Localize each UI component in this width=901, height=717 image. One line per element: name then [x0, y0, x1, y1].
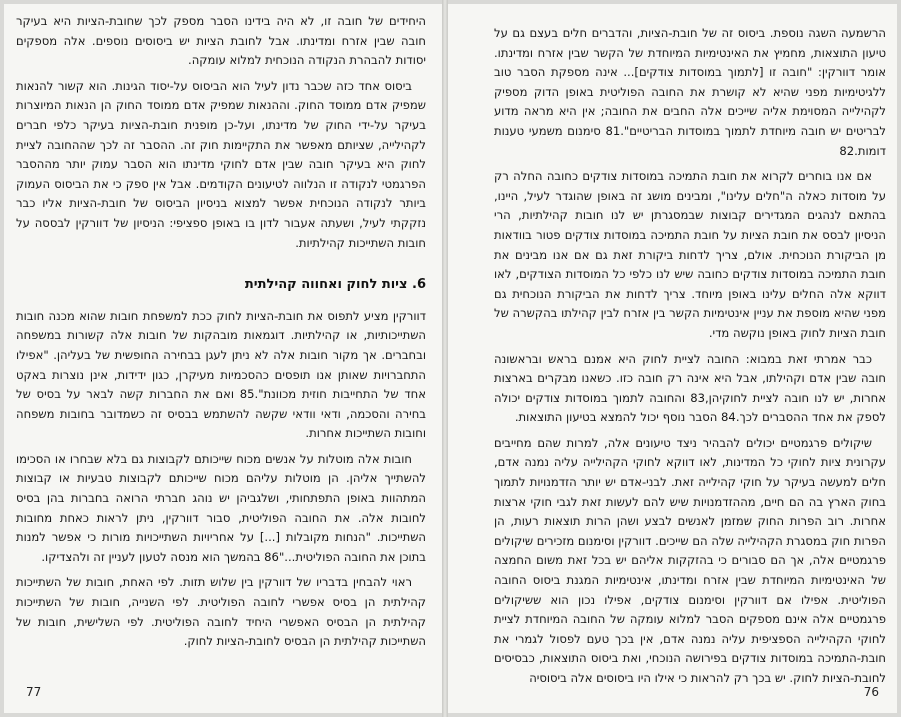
left-paragraph: חובות אלה מוטלות על אנשים מכוח שייכותם לקבוצות גם בלא שבחרו או הסכימו להשתייך אליהן. הן מוטלות עליהם מכוח שייכותם לקבוצות טבעיות או קבוצות המתהוות באופן התפתחותי, ושלגביהן יש נוהג חברתי הרואה בחברות בהן בסיס לחובות אלה. את החובה הפוליטית, סבור דוורקין, ניתן לראות כאחת מחובות השתייכות. "הנחות מקובלות [...] על אחריויות השתייכויות מורות כי אפשר למנות בתוכן את החובה הפוליטית..."86 בהמשך הוא מנסה לטעון לעניין זה ולהצדיקו.	[16, 451, 426, 564]
section-heading: 6. ציות לחוק ואחווה קהילתית	[244, 277, 426, 293]
left-paragraph: היחידים של חובה זו, לא היה בידינו הסבר מספק לכך שחובת-הציות היא בעיקר חובה שבין אזרח ומדינתו. אבל לחובת הציות יש ביסוסים נוספים. אלה מספקים יסודות להבהרת הנקודה הנוכחית למלוא עומקה.	[16, 14, 426, 68]
left-page-text	[16, 12, 426, 658]
left-paragraph: דוורקין מציע לתפוס את חובת-הציות לחוק ככת למשפחת חובות שהוא מכנה חובות השתייכותיות, או קהילתיות. דוגמאות מובהקות של חובות אלה קשורות במשפחה ובחברים. אך מקור חובות אלה לא ניתן לעגן בבחירה החופשית של בעליהן. "אפילו התחברויות שאותן אנו תופסים כהסכמיות מעיקרן, כגון ידידות, אינן נוצרות באקט אחד של התחייבות חוזית מכוונת".85 ואם את החברות קשה לבאר על בסיס של בחירה והסכמה, ודאי וודאי שקשה להשתמש בבסיס זה כשמדובר בחובות משפחה וחובות השתייכות אחרות.	[16, 308, 426, 441]
right-paragraph: כבר אמרתי זאת במבוא: החובה לציית לחוק היא אמנם בראש ובראשונה חובה שבין אדם וקהילתו, אבל היא אינה רק חובה כזו. כשאנו מבקרים בארצות אחרות, יש לנו חובה לציית לחוקיהן,83 והחובה לתמוך במוסדות צודקים יכולה לספק את אחד ההסברים לכך.84 הסבר נוסף יכול להמצא בטיעון התוצאות.	[494, 351, 886, 425]
left-paragraph: ביסוס אחד כזה שכבר נדון לעיל הוא הביסוס על-יסוד הגינות. הוא קשור להנאות שמפיק אדם ממוסד החוק. וההנאות שמפיק אדם ממוסד החוק הן הנאות המיוצרות בעיקר על-ידי החוק של מדינתו, ועל-כן מופנית חובת-הציות בעיקר כלפי חברים לקהילייה, שציותם מאפשר את התקיימות חוק זה. ההסבר זה לכך שההחובה לציית לחוק היא בעיקר חובה שבין אדם לחוקי מדינתו הוא הסבר עמוק יותר מההסבר הפרגמטי לנקודה זו הנלווה לטיעונים הקודמים. אבל אין ספק כי את הביסוס העמוק ביותר לנקודה הנוכחית אפשר למצוא בניסיון הביסוס של חובת-הציות אליו כבר נזקקתי לעיל, ושעתה אעבור לדון בו באופן ספציפי: הניסיון של דוורקין לבססה על חובות השתייכות קהילתיות.	[16, 78, 426, 250]
right-page-number: 76	[863, 685, 879, 699]
left-page	[4, 4, 443, 713]
right-paragraph: שיקולים פרגמטיים יכולים להבהיר ניצד טיעונים אלה, למרות שהם מחייבים עקרונית ציות לחוקי כל המדינות, לאו דווקא לחוקי הקהילייה עליה נמנה אדם, חלים למעשה בעיקר על חוקי קהילייה זאת. לבני-אדם יש יותר הזדמנויות לתמוך בחוק הארץ בה הם חיים, מההזדמנויות שיש להם לעשות זאת לגבי חוקי ארצות אחרות. רוב הפרות החוק שמזמן לאנשים לבצע ושהן הרות תוצאות רעות, הן הפרות חוק במסגרת הקהילייה שלה הם שייכים. דוורקין וסימנום מזכירים שיקולים פרגמטיים אלה, אך הם סבורים כי בהזקקות אליהם יש בכל זאת משום החמצה של האינטימיות המיוחדת שבין אזרח ומדינתו, אינטימיות המגנת ביסוס החובה הפוליטית. אפילו אם דוורקין וסימנום צודקים, אפילו נכון הוא ששיקולים פרגמטיים אלה אינם מספקים הסבר למלוא עומקה של החובה המיוחדת לציית לחוקי הקהילייה הספציפית עליה נמנה אדם, אין בכך טעם לפסול לגמרי את חובת-התמיכה במוסדות צודקים בפירושה הנוכחי, ואת ביסוס התוצאות, כבסיסים לחובת-הציות לחוק. יש בכך רק להראות כי אילו היו ביסוסים אלה ביסוסיה	[494, 435, 886, 685]
right-paragraph: אם אנו בוחרים לקרוא את חובת התמיכה במוסדות צודקים כחובה החלה רק על מוסדות כאלה ה"חלים עלינו", ומבינים מושג זה באופן שהוגדר לעיל, היינו, בהתאם לנהגים המגדירים קבוצות שבמסגרתן יש לנו חובות קהילתיות, הרי הניסיון לבסס את חובת הציות על חובת התמיכה במוסדות צודקים פטור בוודאות מן הביקורת הנוכחית. אולם, צריך לדחות ביקורת זאת גם אם אנו מבינים את חובת התמיכה במוסדות צודקים כחובה שיש לנו כלפי כל המוסדות הצודקים, לאו דווקא אלה החלים עלינו באופן מיוחד. צריך לדחות את הביקורת הנוכחית גם מפני שהיא מוספת את עניין אינטימיות הקשר בין אזרח לבין קהילתו בהקשרה של חובת הציות לחוק באופן נוקשה מדי.	[494, 169, 886, 340]
right-page	[447, 4, 897, 713]
left-page-number: 77	[26, 685, 42, 699]
left-paragraph: ראוי להבחין בדבריו של דוורקין בין שלוש תזות. לפי האחת, חובות של השתייכות קהילתית הן בסיס אפשרי לחובה הפוליטית. לפי השנייה, חובות של השתייכות קהילתית הן הבסיס האפשרי היחיד לחובה הפוליטית. לפי השלישית, חובות של השתייכות קהילתית הן הבסיס לחובת-הציות לחוק.	[16, 575, 426, 649]
right-page-text	[494, 24, 886, 695]
right-paragraph: הרשמעה השגה נוספת. ביסוס זה של חובת-הציות, והדברים חלים בעצם גם על טיעון התוצאות, מחמיץ את האינטימיות המיוחדת של הקשר שבין אזרח ומדינתו. אומר דוורקין: "חובה זו [לתמוך במוסדות צודקים]... אינה מספקת הסבר טוב ללגיטימיות מפני שהיא לא קושרת את החובה הפוליטית באופן הדוק מספיק לקהילייה המסוימת אליה שייכים אלה החבים את החובה; אין היא מראה מדוע לבריטים יש חובה מיוחדת לתמוך במוסדות הבריטיים".81 סימנום משמעי טענות דומות.82	[494, 26, 886, 158]
